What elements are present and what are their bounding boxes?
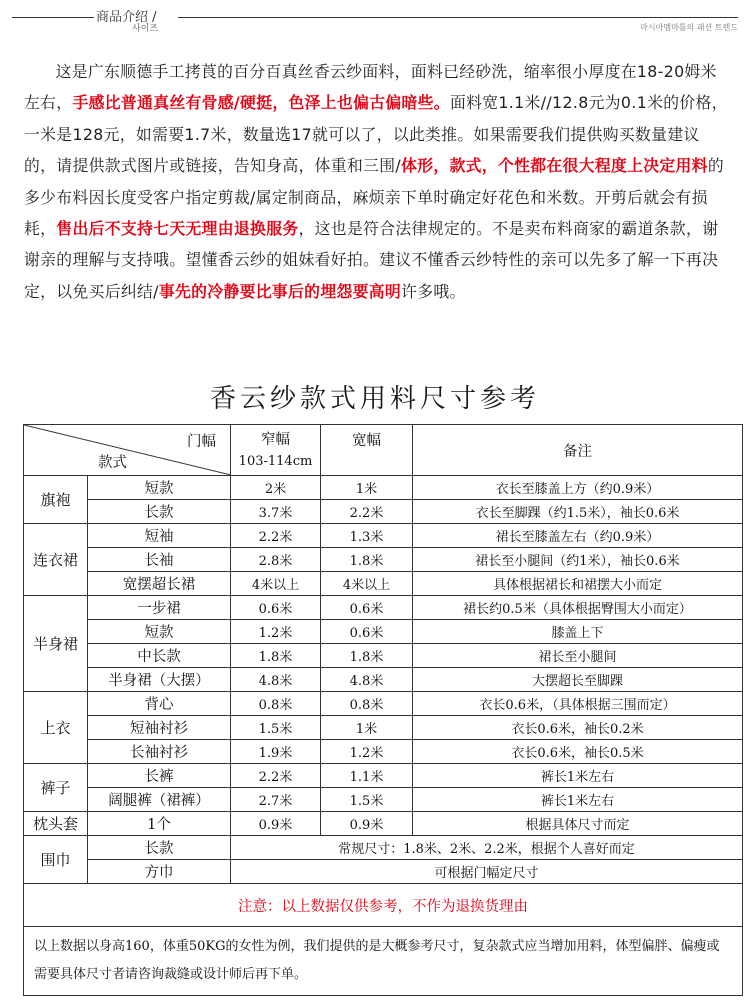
narrow-header [231, 425, 321, 476]
table-row [24, 692, 743, 716]
body-text: ，这也是符合法律规定的。不是卖布料商家的霸道条款，谢谢亲的理解与支持哦。望懂香云纱的姐妹看好拍。建议不懂香云纱特性的亲可以先多了解一下再决定，以免买后纠结/ [24, 219, 719, 301]
table-row [24, 836, 743, 860]
table-row [24, 596, 743, 620]
note-cell: 裤长1米左右 [413, 764, 743, 788]
scarf-note-cell: 常规尺寸：1.8米、2米、2.2米，根据个人喜好而定 [231, 836, 743, 860]
style-cell: 长袖衬衫 [88, 740, 231, 764]
note-header: 备注 [413, 425, 743, 476]
style-cell: 短袖衬衫 [88, 716, 231, 740]
body-text: 的多少布料因长度受客户指定剪裁/属定制商品，麻烦亲下单时确定好花色和米数。开剪后就会有损耗， [24, 156, 725, 239]
wide-value-cell: 0.9米 [321, 812, 413, 836]
style-cell: 一步裙 [88, 596, 231, 620]
highlight-text: 体形，款式，个性都在很大程度上决定用料 [401, 156, 708, 176]
style-cell: 长款 [88, 500, 231, 524]
highlight-text: 售出后不支持七天无理由退换服务 [56, 219, 299, 239]
note-cell: 衣长0.6米，袖长0.2米 [413, 716, 743, 740]
category-cell: 连衣裙 [24, 524, 88, 596]
header-subtitle: 사이즈 [132, 24, 159, 34]
narrow-value-cell: 1.5米 [231, 716, 321, 740]
wide-value-cell: 1.5米 [321, 788, 413, 812]
highlight-text: 手感比普通真丝有骨感/硬挺，色泽上也偏古偏暗些。 [72, 93, 450, 113]
style-cell: 短款 [88, 620, 231, 644]
style-cell: 背心 [88, 692, 231, 716]
narrow-value-cell: 3.7米 [231, 500, 321, 524]
table-row [24, 620, 743, 644]
footnote-row [24, 927, 743, 996]
highlight-text: 事先的冷静要比事后的埋怨要高明 [158, 281, 402, 301]
wide-value-cell: 1米 [321, 476, 413, 500]
header-title: 商品介绍 / [96, 10, 157, 25]
wide-value-cell: 1.2米 [321, 740, 413, 764]
style-cell: 短款 [88, 476, 231, 500]
table-row [24, 548, 743, 572]
category-cell: 裤子 [24, 764, 88, 812]
style-cell: 短袖 [88, 524, 231, 548]
door-width-label: 门幅 [187, 434, 216, 450]
table-row [24, 788, 743, 812]
wide-value-cell: 2.2米 [321, 500, 413, 524]
style-cell: 宽摆超长裙 [88, 572, 231, 596]
fabric-size-table [23, 424, 743, 996]
table-row [24, 716, 743, 740]
narrow-value-cell: 1.8米 [231, 644, 321, 668]
narrow-label: 窄幅 [261, 432, 290, 448]
style-cell: 中长款 [88, 644, 231, 668]
wide-value-cell: 1米 [321, 716, 413, 740]
page-header [0, 0, 750, 48]
table-row [24, 860, 743, 884]
narrow-value-cell: 1.9米 [231, 740, 321, 764]
narrow-range: 103-114cm [238, 454, 313, 469]
note-cell: 衣长至脚踝（约1.5米），袖长0.6米 [413, 500, 743, 524]
table-row [24, 764, 743, 788]
table-row [24, 812, 743, 836]
category-cell: 半身裙 [24, 596, 88, 692]
header-rule-right [178, 17, 738, 18]
scarf-note-cell: 可根据门幅定尺寸 [231, 860, 743, 884]
wide-value-cell: 4.8米 [321, 668, 413, 692]
narrow-value-cell: 0.8米 [231, 692, 321, 716]
narrow-value-cell: 2.8米 [231, 548, 321, 572]
narrow-value-cell: 4米以上 [231, 572, 321, 596]
narrow-value-cell: 2.2米 [231, 764, 321, 788]
body-text: 这是广东顺德手工拷莨的百分百真丝香云纱面料，面料已经砂洗，缩率很小厚度在18-20姆米左右， [24, 62, 717, 113]
note-cell: 具体根据裙长和裙摆大小而定 [413, 572, 743, 596]
table-row [24, 500, 743, 524]
description-paragraph [24, 56, 728, 307]
category-cell: 围巾 [24, 836, 88, 884]
wide-value-cell: 4米以上 [321, 572, 413, 596]
note-cell: 衣长0.6米，袖长0.5米 [413, 740, 743, 764]
note-cell: 衣长至膝盖上方（约0.9米） [413, 476, 743, 500]
door-width-style-header [24, 425, 231, 476]
category-cell: 旗袍 [24, 476, 88, 524]
wide-value-cell: 1.3米 [321, 524, 413, 548]
style-cell: 长袖 [88, 548, 231, 572]
wide-value-cell: 1.8米 [321, 548, 413, 572]
note-cell: 衣长0.6米，（具体根据三围而定） [413, 692, 743, 716]
style-label: 款式 [98, 455, 127, 471]
narrow-value-cell: 2米 [231, 476, 321, 500]
narrow-value-cell: 0.6米 [231, 596, 321, 620]
narrow-value-cell: 2.7米 [231, 788, 321, 812]
note-cell: 裙长约0.5米（具体根据臀围大小而定） [413, 596, 743, 620]
style-cell: 长款 [88, 836, 231, 860]
note-cell: 大摆超长至脚踝 [413, 668, 743, 692]
table-row [24, 740, 743, 764]
notice-row [24, 884, 743, 927]
wide-header: 宽幅 [321, 425, 413, 476]
body-text: 面料宽1.1米//12.8元为0.1米的价格，一米是128元，如需要1.7米，数量选17就可以了，以此类推。如果需要我们提供购买数量建议的，请提供款式图片或链接，告知身高，体重和三围/ [24, 93, 728, 176]
header-rule-left [12, 17, 94, 18]
style-cell: 阔腿裤（裙裤） [88, 788, 231, 812]
header-right-text: 마시아멤마틀의 패션 트렌드 [640, 23, 738, 32]
table-row [24, 668, 743, 692]
style-cell: 半身裙（大摆） [88, 668, 231, 692]
note-cell: 根据具体尺寸而定 [413, 812, 743, 836]
note-cell: 裙长至小腿间（约1米），袖长0.6米 [413, 548, 743, 572]
category-cell: 上衣 [24, 692, 88, 764]
table-title: 香云纱款式用料尺寸参考 [209, 384, 540, 414]
table-header-row [24, 425, 743, 476]
note-cell: 裤长1米左右 [413, 788, 743, 812]
notice-text: 注意：以上数据仅供参考，不作为退换货理由 [24, 884, 743, 927]
narrow-value-cell: 0.9米 [231, 812, 321, 836]
table-row [24, 644, 743, 668]
footnote-text: 以上数据以身高160，体重50KG的女性为例，我们提供的是大概参考尺寸，复杂款式应当增加用料，体型偏胖、偏瘦或需要具体尺寸者请咨询裁缝或设计师后再下单。 [24, 927, 743, 996]
narrow-value-cell: 4.8米 [231, 668, 321, 692]
style-cell: 长裤 [88, 764, 231, 788]
wide-value-cell: 0.6米 [321, 596, 413, 620]
note-cell: 膝盖上下 [413, 620, 743, 644]
body-text: 许多哦。 [401, 281, 466, 301]
table-row [24, 572, 743, 596]
narrow-value-cell: 1.2米 [231, 620, 321, 644]
wide-value-cell: 0.6米 [321, 620, 413, 644]
style-cell: 1个 [88, 812, 231, 836]
table-row [24, 524, 743, 548]
note-cell: 裙长至小腿间 [413, 644, 743, 668]
wide-value-cell: 0.8米 [321, 692, 413, 716]
note-cell: 裙长至膝盖左右（约0.9米） [413, 524, 743, 548]
wide-value-cell: 1.8米 [321, 644, 413, 668]
style-cell: 方巾 [88, 860, 231, 884]
category-cell: 枕头套 [24, 812, 88, 836]
wide-value-cell: 1.1米 [321, 764, 413, 788]
narrow-value-cell: 2.2米 [231, 524, 321, 548]
table-row [24, 476, 743, 500]
